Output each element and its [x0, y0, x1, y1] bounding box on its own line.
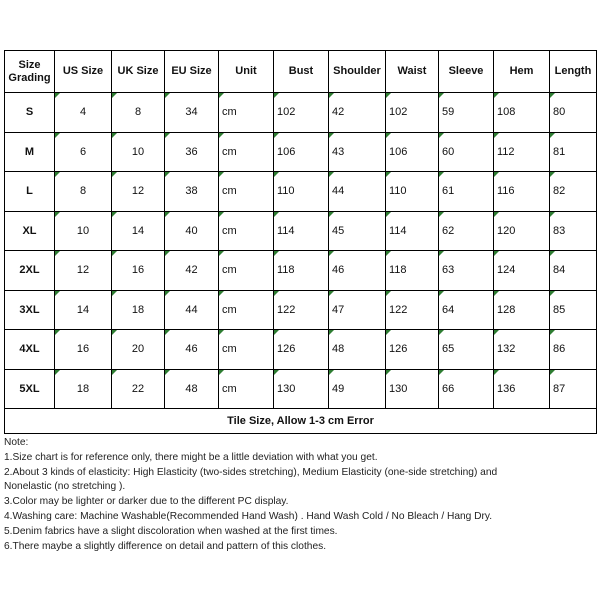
- cell-size-grading: XL: [5, 211, 55, 251]
- size-row: [5, 251, 597, 291]
- header-unit: Unit: [219, 51, 274, 93]
- note-line-4: 3.Color may be lighter or darker due to the different PC display.: [4, 496, 289, 508]
- header-bust: Bust: [274, 51, 329, 93]
- cell-waist: 130: [386, 369, 439, 409]
- header-size-grading: Size Grading: [5, 51, 55, 93]
- notes-section: [4, 436, 596, 554]
- cell-length: 81: [550, 132, 597, 172]
- header-sleeve: Sleeve: [439, 51, 494, 93]
- cell-size-grading: 2XL: [5, 251, 55, 291]
- size-row: [5, 172, 597, 212]
- cell-us-size: 12: [55, 251, 112, 291]
- cell-unit: cm: [219, 251, 274, 291]
- cell-hem: 136: [494, 369, 550, 409]
- cell-shoulder: 49: [329, 369, 386, 409]
- cell-waist: 126: [386, 330, 439, 370]
- size-row: [5, 330, 597, 370]
- cell-sleeve: 65: [439, 330, 494, 370]
- cell-uk-size: 12: [112, 172, 165, 212]
- cell-size-grading: M: [5, 132, 55, 172]
- cell-unit: cm: [219, 369, 274, 409]
- cell-eu-size: 48: [165, 369, 219, 409]
- notes-title: Note:: [4, 437, 29, 448]
- cell-waist: 110: [386, 172, 439, 212]
- cell-eu-size: 38: [165, 172, 219, 212]
- cell-length: 87: [550, 369, 597, 409]
- tolerance-note: Tile Size, Allow 1-3 cm Error: [5, 409, 597, 434]
- size-row: [5, 93, 597, 133]
- cell-length: 80: [550, 93, 597, 133]
- cell-shoulder: 42: [329, 93, 386, 133]
- size-chart: [4, 50, 596, 434]
- cell-us-size: 10: [55, 211, 112, 251]
- cell-us-size: 14: [55, 290, 112, 330]
- cell-unit: cm: [219, 211, 274, 251]
- note-line-6: 5.Denim fabrics have a slight discoloration when washed at the first times.: [4, 525, 338, 537]
- cell-size-grading: 5XL: [5, 369, 55, 409]
- cell-sleeve: 62: [439, 211, 494, 251]
- cell-length: 83: [550, 211, 597, 251]
- header-uk-size: UK Size: [112, 51, 165, 93]
- cell-sleeve: 64: [439, 290, 494, 330]
- header-row: [5, 51, 597, 93]
- cell-shoulder: 47: [329, 290, 386, 330]
- cell-shoulder: 43: [329, 132, 386, 172]
- cell-uk-size: 18: [112, 290, 165, 330]
- cell-hem: 120: [494, 211, 550, 251]
- cell-shoulder: 48: [329, 330, 386, 370]
- header-waist: Waist: [386, 51, 439, 93]
- cell-sleeve: 60: [439, 132, 494, 172]
- cell-uk-size: 8: [112, 93, 165, 133]
- cell-unit: cm: [219, 93, 274, 133]
- cell-bust: 106: [274, 132, 329, 172]
- cell-waist: 102: [386, 93, 439, 133]
- cell-length: 86: [550, 330, 597, 370]
- note-line-3: Nonelastic (no stretching ).: [4, 481, 126, 493]
- cell-bust: 118: [274, 251, 329, 291]
- cell-hem: 116: [494, 172, 550, 212]
- cell-unit: cm: [219, 172, 274, 212]
- size-row: [5, 369, 597, 409]
- note-line-7: 6.There maybe a slightly difference on detail and pattern of this clothes.: [4, 540, 327, 552]
- cell-eu-size: 36: [165, 132, 219, 172]
- size-row: [5, 132, 597, 172]
- cell-eu-size: 44: [165, 290, 219, 330]
- cell-waist: 122: [386, 290, 439, 330]
- cell-eu-size: 46: [165, 330, 219, 370]
- cell-size-grading: 3XL: [5, 290, 55, 330]
- header-length: Length: [550, 51, 597, 93]
- cell-hem: 112: [494, 132, 550, 172]
- cell-size-grading: S: [5, 93, 55, 133]
- cell-bust: 102: [274, 93, 329, 133]
- cell-shoulder: 44: [329, 172, 386, 212]
- cell-uk-size: 22: [112, 369, 165, 409]
- size-row: [5, 211, 597, 251]
- cell-shoulder: 45: [329, 211, 386, 251]
- cell-uk-size: 20: [112, 330, 165, 370]
- cell-unit: cm: [219, 290, 274, 330]
- cell-bust: 122: [274, 290, 329, 330]
- cell-uk-size: 14: [112, 211, 165, 251]
- cell-sleeve: 59: [439, 93, 494, 133]
- cell-us-size: 16: [55, 330, 112, 370]
- cell-waist: 118: [386, 251, 439, 291]
- cell-us-size: 6: [55, 132, 112, 172]
- cell-length: 82: [550, 172, 597, 212]
- header-shoulder: Shoulder: [329, 51, 386, 93]
- cell-uk-size: 16: [112, 251, 165, 291]
- cell-bust: 130: [274, 369, 329, 409]
- cell-sleeve: 66: [439, 369, 494, 409]
- cell-waist: 114: [386, 211, 439, 251]
- cell-bust: 126: [274, 330, 329, 370]
- cell-sleeve: 61: [439, 172, 494, 212]
- size-row: [5, 290, 597, 330]
- note-line-1: 1.Size chart is for reference only, there might be a little deviation with what you get.: [4, 451, 378, 463]
- header-hem: Hem: [494, 51, 550, 93]
- cell-bust: 114: [274, 211, 329, 251]
- footer-row: [5, 409, 597, 434]
- cell-eu-size: 42: [165, 251, 219, 291]
- note-line-5: 4.Washing care: Machine Washable(Recommended Hand Wash) . Hand Wash Cold / No Bleach / Hang Dry.: [4, 510, 493, 522]
- cell-us-size: 4: [55, 93, 112, 133]
- cell-us-size: 8: [55, 172, 112, 212]
- cell-length: 85: [550, 290, 597, 330]
- cell-bust: 110: [274, 172, 329, 212]
- cell-size-grading: L: [5, 172, 55, 212]
- note-line-2: 2.About 3 kinds of elasticity: High Elasticity (two-sides stretching), Medium Elasticity (one-side stretching) and: [4, 466, 498, 478]
- cell-eu-size: 40: [165, 211, 219, 251]
- size-table: [4, 50, 597, 434]
- cell-unit: cm: [219, 330, 274, 370]
- header-us-size: US Size: [55, 51, 112, 93]
- cell-hem: 132: [494, 330, 550, 370]
- cell-hem: 128: [494, 290, 550, 330]
- cell-unit: cm: [219, 132, 274, 172]
- header-eu-size: EU Size: [165, 51, 219, 93]
- cell-hem: 124: [494, 251, 550, 291]
- cell-shoulder: 46: [329, 251, 386, 291]
- cell-eu-size: 34: [165, 93, 219, 133]
- cell-hem: 108: [494, 93, 550, 133]
- cell-waist: 106: [386, 132, 439, 172]
- cell-size-grading: 4XL: [5, 330, 55, 370]
- cell-sleeve: 63: [439, 251, 494, 291]
- cell-us-size: 18: [55, 369, 112, 409]
- cell-length: 84: [550, 251, 597, 291]
- cell-uk-size: 10: [112, 132, 165, 172]
